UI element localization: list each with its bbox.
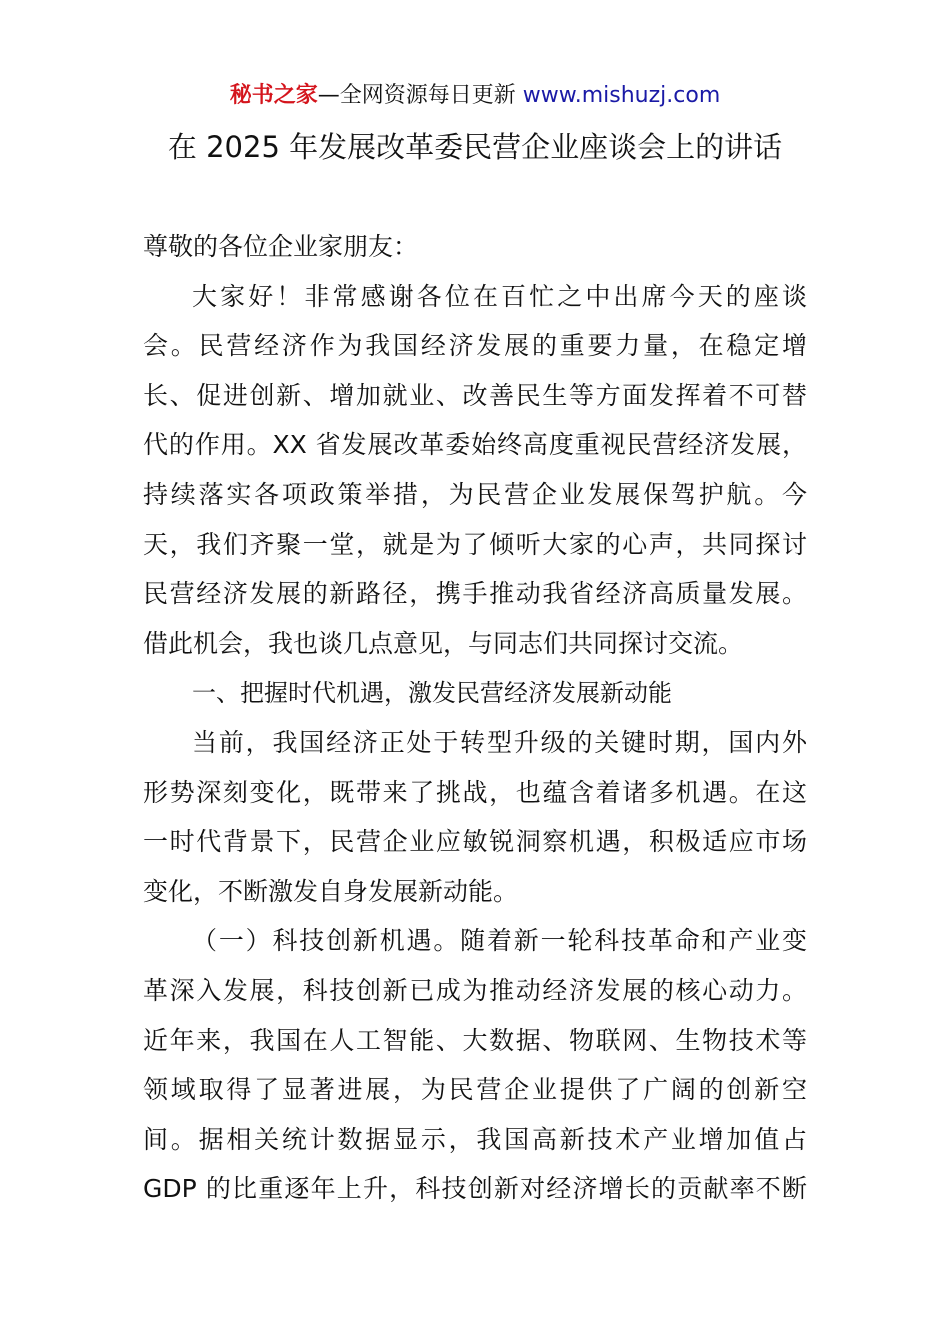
text-line: 领域取得了显著进展，为民营企业提供了广阔的创新空	[143, 1075, 807, 1105]
text-line: 形势深刻变化，既带来了挑战，也蕴含着诸多机遇。在这	[143, 777, 807, 807]
text-line: 借此机会，我也谈几点意见，与同志们共同探讨交流。	[143, 628, 744, 658]
site-banner	[0, 80, 950, 112]
section-heading: 一、把握时代机遇，激发民营经济发展新动能	[192, 679, 672, 708]
document-title: 在 2025 年发展改革委民营企业座谈会上的讲话	[167, 130, 783, 164]
text-line: 会。民营经济作为我国经济发展的重要力量，在稳定增	[143, 331, 807, 361]
brand-name: 秘书之家	[229, 83, 318, 108]
text-line: 民营经济发展的新路径，携手推动我省经济高质量发展。	[143, 579, 807, 609]
text-line: 长、促进创新、增加就业、改善民生等方面发挥着不可替	[143, 380, 807, 410]
text-line: 间。据相关统计数据显示，我国高新技术产业增加值占	[143, 1124, 807, 1154]
subsection-line: （一）科技创新机遇。随着新一轮科技革命和产业变	[192, 926, 807, 956]
text-line: 革深入发展，科技创新已成为推动经济发展的核心动力。	[143, 975, 807, 1005]
text-line: 当前，我国经济正处于转型升级的关键时期，国内外	[192, 727, 807, 757]
salutation: 尊敬的各位企业家朋友：	[143, 232, 419, 261]
document-body	[143, 227, 807, 1219]
text-line: 代的作用。XX 省发展改革委始终高度重视民营经济发展，	[143, 430, 807, 460]
site-url: www.mishuzj.com	[522, 83, 721, 108]
text-line: 大家好！非常感谢各位在百忙之中出席今天的座谈	[192, 281, 807, 311]
text-line: 天，我们齐聚一堂，就是为了倾听大家的心声，共同探讨	[143, 529, 807, 559]
text-line: GDP 的比重逐年上升，科技创新对经济增长的贡献率不断	[143, 1174, 807, 1204]
text-line: 一时代背景下，民营企业应敏锐洞察机遇，积极适应市场	[143, 827, 807, 857]
text-line: 变化，不断激发自身发展新动能。	[143, 876, 519, 906]
text-line: 近年来，我国在人工智能、大数据、物联网、生物技术等	[143, 1025, 807, 1055]
text-line: 持续落实各项政策举措，为民营企业发展保驾护航。今	[143, 479, 807, 509]
banner-tagline: —全网资源每日更新	[317, 83, 523, 108]
